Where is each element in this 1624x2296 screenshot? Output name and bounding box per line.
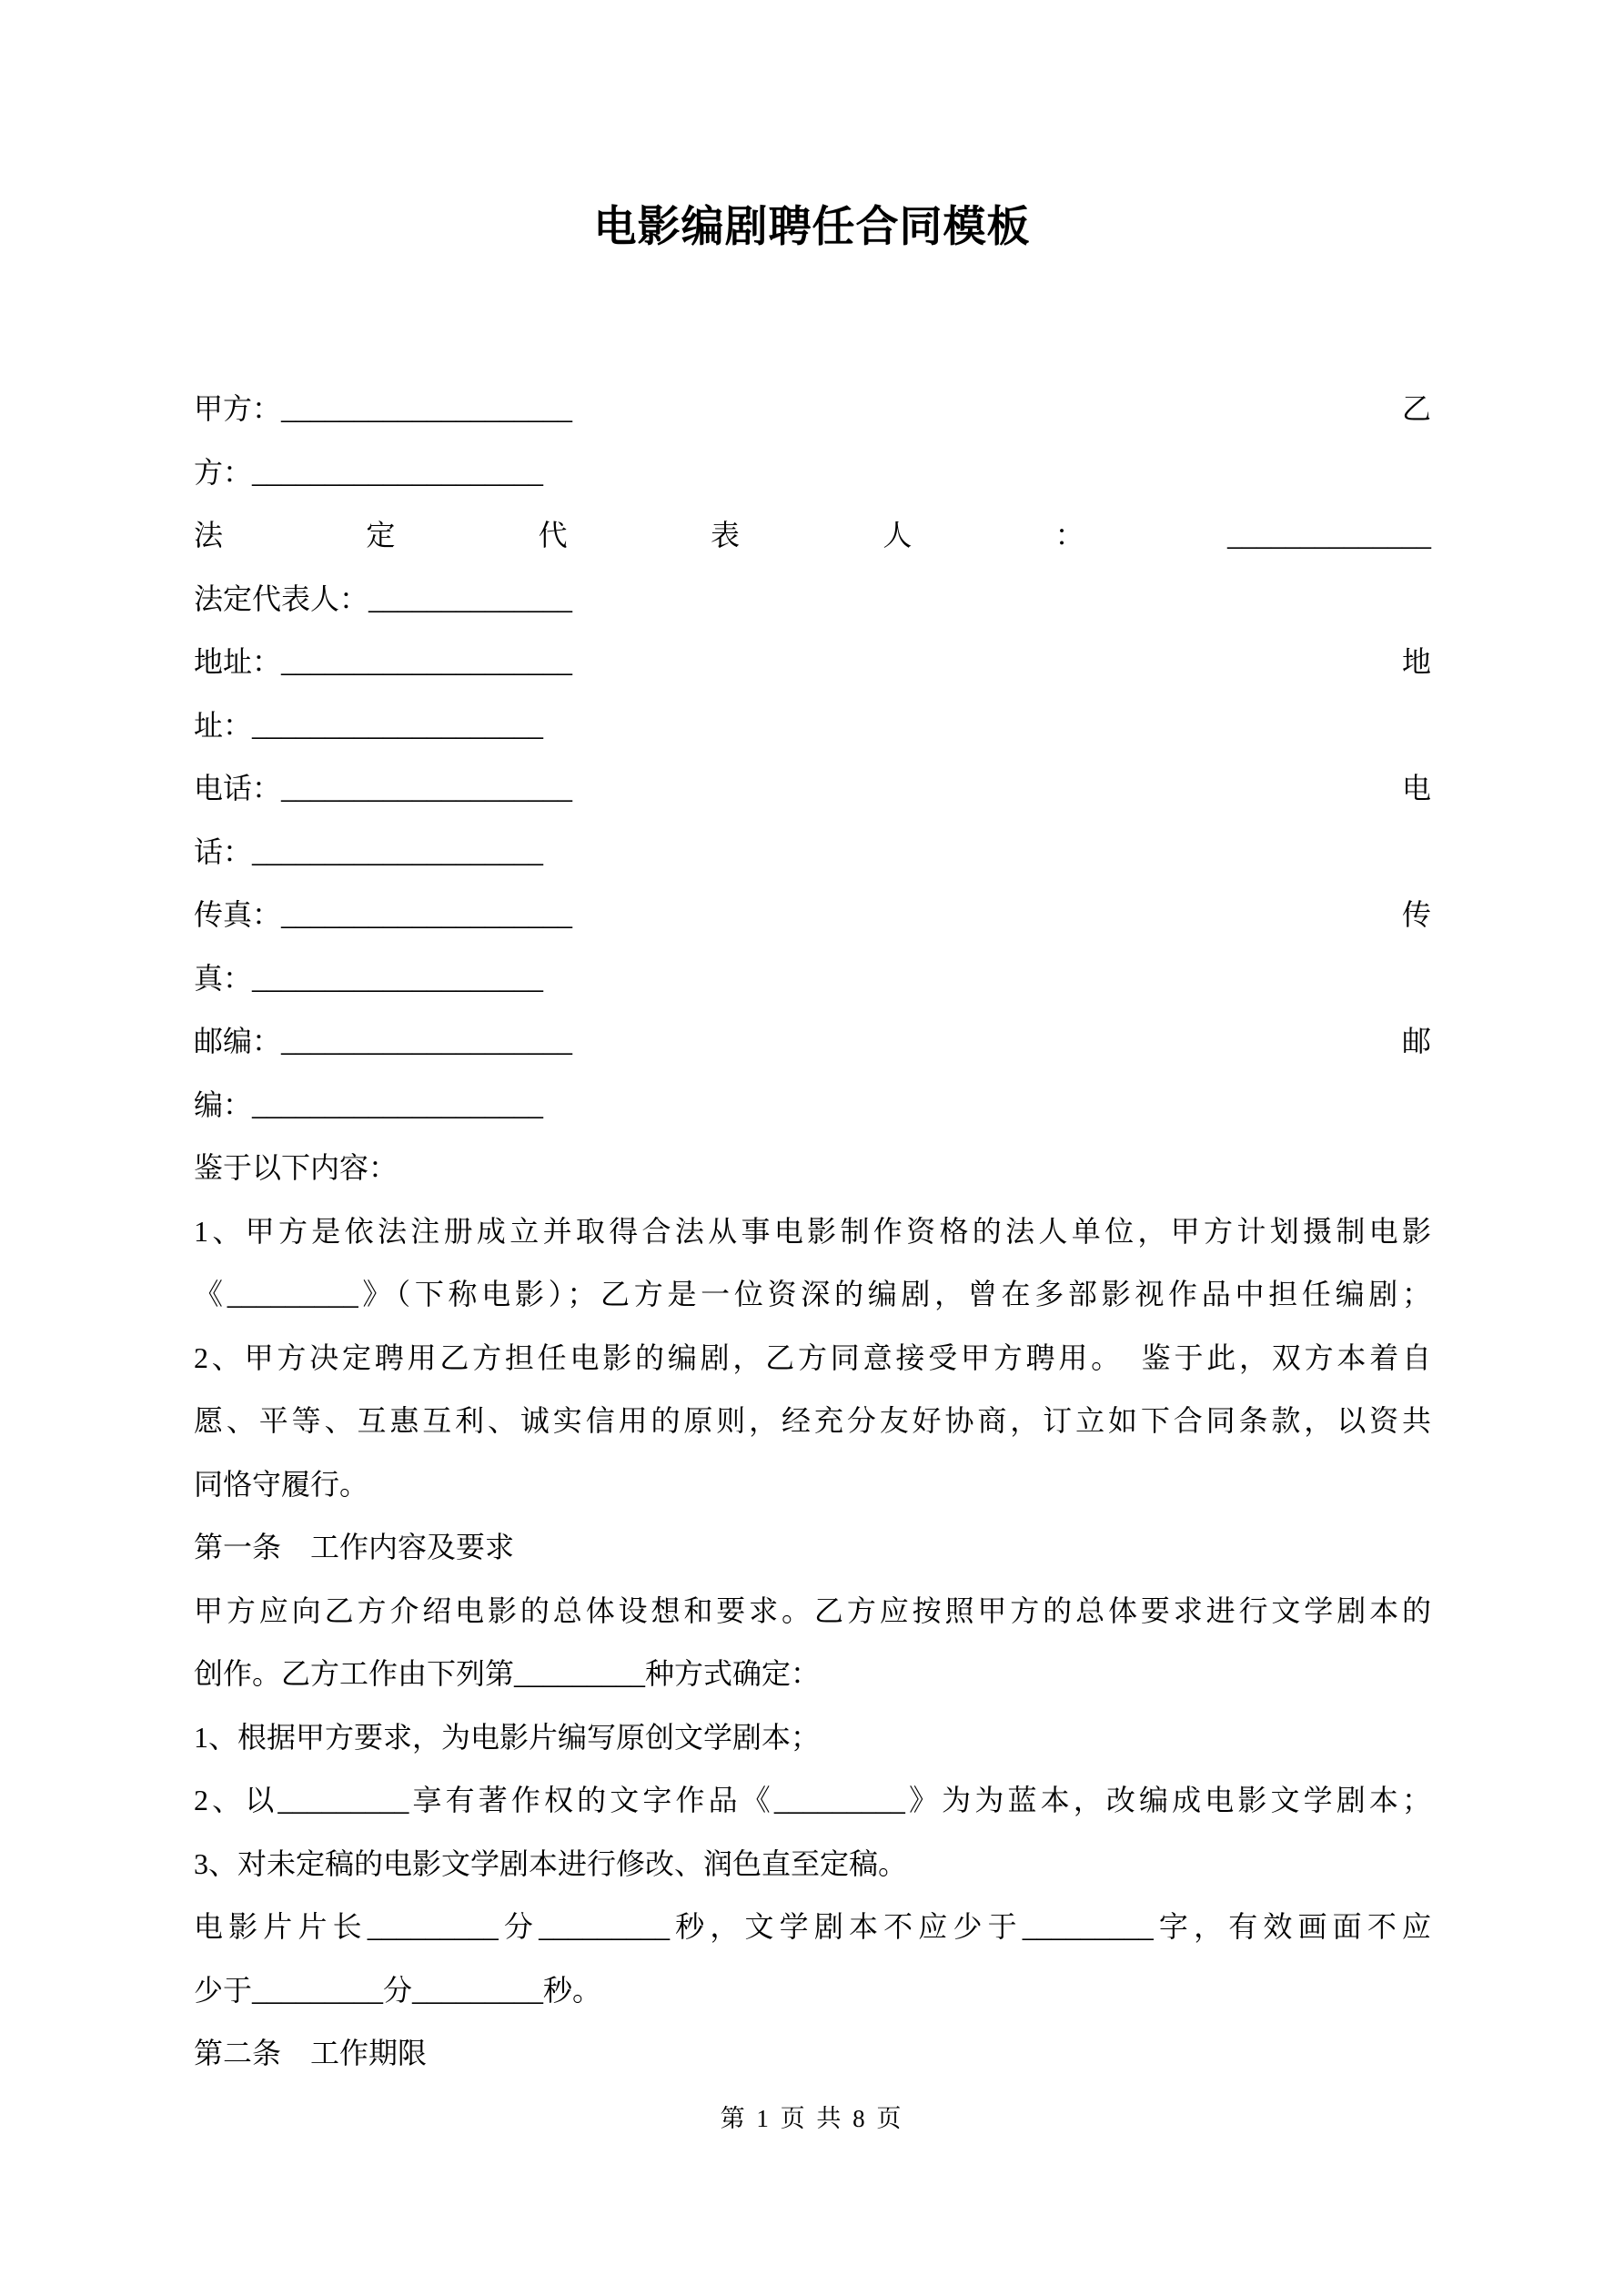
line-left-text: 甲方：____________________ bbox=[194, 392, 573, 425]
text-line: 鉴于以下内容： bbox=[194, 1151, 398, 1184]
text-line bbox=[194, 631, 1431, 694]
text-line: 2、甲方决定聘用乙方担任电影的编剧，乙方同意接受甲方聘用。 鉴于此，双方本着自 bbox=[194, 1340, 1431, 1374]
line-right-text: 电 bbox=[1401, 772, 1431, 804]
text-line: 话：____________________ bbox=[194, 834, 544, 868]
line-left-text: 邮编：____________________ bbox=[194, 1025, 573, 1057]
text-line: 少于_________分_________秒。 bbox=[194, 1973, 602, 2007]
text-line: 2、以_________享有著作权的文字作品《_________》为为蓝本，改编成电影文学剧本； bbox=[194, 1784, 1431, 1816]
text-line: 愿、平等、互惠互利、诚实信用的原则，经充分友好协商，订立如下合同条款，以资共 bbox=[194, 1404, 1431, 1437]
text-line bbox=[194, 884, 1431, 947]
document-title: 电影编剧聘任合同模板 bbox=[593, 204, 1031, 251]
text-line: 法定代表人：______________ bbox=[194, 582, 573, 615]
line-right-text: 邮 bbox=[1401, 1025, 1431, 1057]
text-line bbox=[194, 1010, 1431, 1074]
text-line: 1、根据甲方要求，为电影片编写原创文学剧本； bbox=[194, 1720, 821, 1754]
text-line: 《_________》（下称电影）；乙方是一位资深的编剧，曾在多部影视作品中担任编剧； bbox=[194, 1278, 1431, 1310]
line-right-text: 传 bbox=[1401, 898, 1431, 931]
line-left-text: 地址：____________________ bbox=[194, 645, 573, 678]
text-line: 第二条 工作期限 bbox=[194, 2037, 428, 2069]
document-body bbox=[194, 378, 1431, 2086]
text-line: 址：____________________ bbox=[194, 708, 544, 742]
line-right-text: 地 bbox=[1401, 645, 1431, 678]
text-line: 法定代表人：______________ bbox=[194, 519, 1431, 551]
text-line: 1、甲方是依法注册成立并取得合法从事电影制作资格的法人单位，甲方计划摄制电影 bbox=[194, 1214, 1431, 1248]
text-line bbox=[194, 757, 1431, 821]
line-left-text: 电话：____________________ bbox=[194, 772, 573, 804]
text-line: 方：____________________ bbox=[194, 455, 544, 489]
text-line: 创作。乙方工作由下列第_________种方式确定： bbox=[194, 1657, 821, 1690]
page-footer: 第 1 页 共 8 页 bbox=[720, 2105, 904, 2132]
line-right-text: 乙 bbox=[1401, 392, 1431, 425]
text-line: 同恪守履行。 bbox=[194, 1467, 369, 1501]
line-left-text: 传真：____________________ bbox=[194, 898, 573, 931]
text-line bbox=[194, 378, 1431, 441]
text-line: 真：____________________ bbox=[194, 961, 544, 995]
text-line: 3、对未定稿的电影文学剧本进行修改、润色直至定稿。 bbox=[194, 1846, 908, 1880]
text-line: 编：____________________ bbox=[194, 1087, 544, 1121]
text-line: 电影片片长_________分_________秒，文学剧本不应少于_________字，有效画面不应 bbox=[194, 1910, 1431, 1943]
text-line: 甲方应向乙方介绍电影的总体设想和要求。乙方应按照甲方的总体要求进行文学剧本的 bbox=[194, 1593, 1431, 1627]
text-line: 第一条 工作内容及要求 bbox=[194, 1531, 515, 1563]
